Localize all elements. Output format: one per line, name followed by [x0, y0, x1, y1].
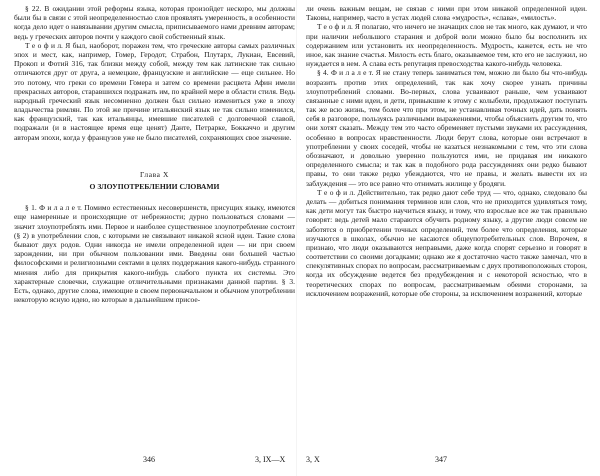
chapter-label: Глава X	[140, 169, 169, 179]
left-section-marker: 3, IX—X	[255, 455, 286, 464]
paragraph: Т е о ф и л. Я был, наоборот, поражен тем, что греческие авторы самых различных эпох и мест, как, например, Гомер, Геродот, Страбон, Плутарх, Лукиан, Евсевий, Прокоп и Фотий 316, так близки между собой, между тем как латинские так сильно отличаются друг от друга, а немецкие, французские и английские — еще сильнее. Но это потому, что греки со времени Гомера и затем со времени расцвета Афин имели прекрасных авторов, старавшихся подражать им, по крайней мере в области стиля. Ведь народный греческий язык несомненно должен был сильно измениться уже в эпоху владычества римлян. По этой же причине итальянский язык не так сильно изменился, как французский, так как итальянцы, имевшие писателей с долговечной славой, подражали (и в настоящее время еще ценят) Данте, Петрарке, Боккаччо и другим авторам эпохи, когда у французов уже не было писателей, сохраняющих свое значение.	[14, 40, 295, 142]
paragraph: Т е о ф и л. Я полагаю, что ничего не значащих слов не так много, как думают, и что при наличии небольшого старания и доброй воли можно было бы восполнить их содержанием или установить их неопределенность. Мудрость, кажется, есть не что иное, как знание счастья. Милость есть благо, оказываемое тем, кто его не заслужил, но нуждается в нем. А слава есть репутация превосходства какого-нибудь человека.	[306, 22, 587, 69]
paragraph: § 1. Ф и л а л е т. Помимо естественных несовершенств, присущих языку, имеются еще намеренные и происходящие от небрежности; дурно пользоваться словами — значит злоупотреблять ими. Первое и наиболее существенное злоупотребление состоит (§ 2) в употреблении слов, с которыми не связывают никакой ясной идеи. Такие слова бывают двух родов. Одни никогда не имели определенной идеи — ни при своем зарождении, ни при обычном пользовании ими. Введены они большей частью философскими и религиозными сектами в целях поддержания какого-нибудь странного мнения либо для прикрытия какого-нибудь слабого пункта их системы. Это характерные словечки, служащие отличительными признаками данной партии. § 3. Есть, однако, другие слова, имеющие в своем первоначальном и обычном употреблении некоторую ясную идею, но которые в дальнейшем присое-	[14, 203, 295, 305]
right-page-column	[306, 4, 587, 298]
right-section-marker: 3, X	[306, 455, 320, 464]
paragraph: ли очень важным вещам, не связав с ними при этом никакой определенной идеи. Таковы, например, часто в устах людей слова «мудрость», «слава», «милость».	[306, 4, 587, 23]
page-gutter	[296, 0, 297, 476]
right-page-number: 347	[435, 455, 447, 464]
left-page-number: 346	[143, 455, 155, 464]
chapter-title: О ЗЛОУПОТРЕБЛЕНИИ СЛОВАМИ	[89, 182, 220, 191]
paragraph: § 4. Ф и л а л е т. Я не стану теперь заниматься тем, можно ли было бы что-нибудь возразить против этих определений, так как хочу скорее узнать причины злоупотреблений словами. Во-первых, слова усваивают раньше, чем усваивают связанные с ними идеи, и дети, привыкшие к этому с колыбели, продолжают поступать так же всю жизнь, тем более что при этом, не устанавливая точных идей, дать понять себя в разговоре, пользуясь различными выражениями, чтобы объяснить другим то, что они хотят сказать. Между тем это часто обременяет пустыми звуками их рассуждения, особенно в вопросах нравственности. Люди берут слова, которые они встречают в употреблении у своих соседей, чтобы не казаться незнакомыми с тем, что эти слова обозначают, и довольно уверенно пользуются ими, не придавая им никакого определенного смысла; и так как в подобного рода рассуждениях они редко бывают правы, то они также редко убеждаются, что не правы, и желать вывести их из заблуждения — это все равно что отнимать жилище у бродяги.	[306, 68, 587, 188]
paragraph: § 22. В ожидании этой реформы языка, которая произойдет нескоро, мы должны были бы в связи с этой неопределенностью слов проявлять умеренность, в особенности когда дело идет о навязывании другим смысла, приписываемого нами древним авторам; ведь у греческих авторов почти у каждого свой собственный язык.	[14, 4, 295, 41]
left-page-column	[14, 4, 295, 304]
paragraph: Т е о ф и л. Действительно, так редко дают себе труд — что, однако, следовало бы делать — добиться понимания терминов или слов, что не приходится удивляться тому, как дети могут так быстро научиться языку, и тому, что взрослые все же так правильно говорят: ведь детей мало стараются обучить родному языку, а другие люди совсем не заботятся о приобретении точных определений, тем более что определения, которые изучаются в школах, обычно не касаются общеупотребительных слов. Впрочем, я признаю, что люди оказываются неправыми, даже когда спорят серьезно и говорят в соответствии со своими догадками; однако же я достаточно часто также замечал, что в спекулятивных спорах по вопросам, рассматриваемым с двух противоположных сторон, когда их обсуждение ведется без предубеждения и с некоторой ясностью, что в теоретических спорах по вопросам, рассматриваемым обеими сторонами, за исключением возражений, которые обе стороны, за исключением возражений, которые	[306, 187, 587, 298]
